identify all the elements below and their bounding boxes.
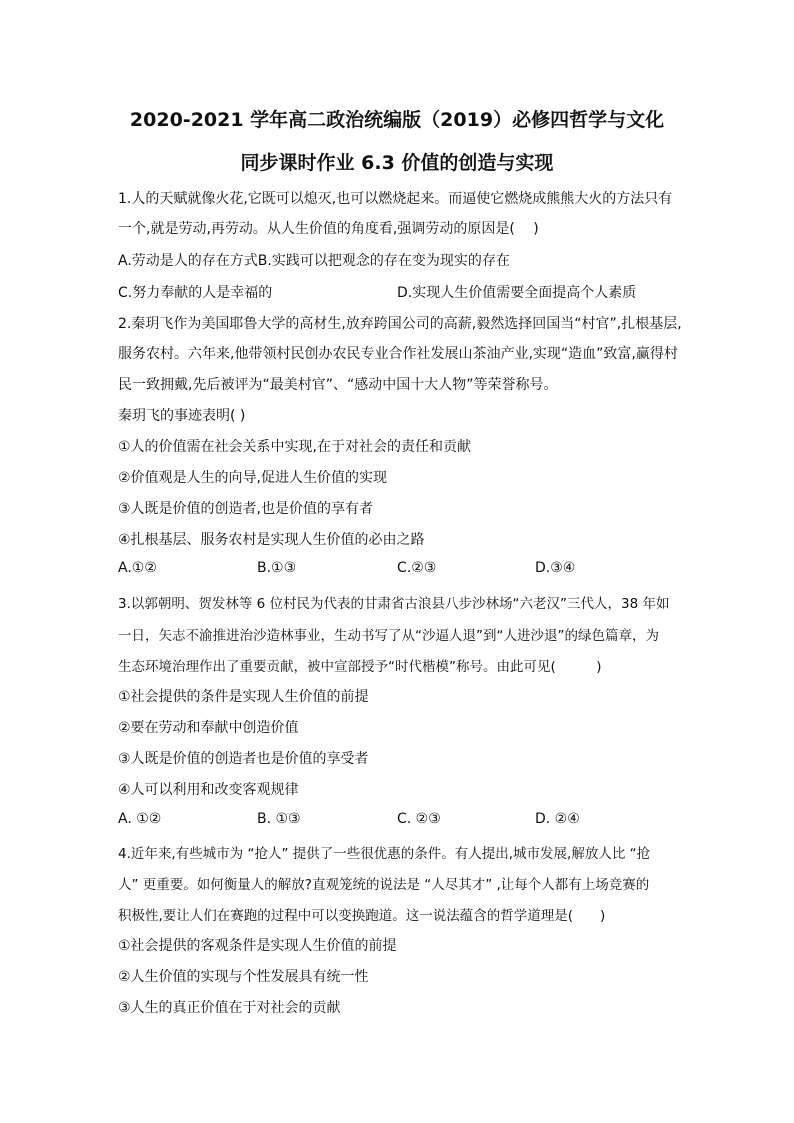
document-title: 2020-2021 学年高二政治统编版（2019）必修四哲学与文化	[129, 109, 665, 131]
q2-option-c: C.②③	[397, 560, 437, 576]
q2-statement-3: ③人既是价值的创造者,也是价值的享有者	[118, 501, 373, 517]
q1-option-d: D.实现人生价值需要全面提高个人素质	[397, 285, 637, 301]
q1-option-c: C.努力奉献的人是幸福的	[118, 285, 273, 301]
q3-statement-3: ③人既是价值的创造者也是价值的享受者	[118, 751, 369, 767]
q3-statement-1: ①社会提供的条件是实现人生价值的前提	[118, 689, 369, 705]
q3-stem-line-1: 3.以郭朝明、贺发林等 6 位村民为代表的甘肃省古浪县八步沙林场“六老汉”三代人，38 年如	[118, 596, 670, 612]
q3-option-a: A. ①②	[118, 811, 162, 827]
q3-stem-line-2: 一日，矢志不渝推进治沙造林事业，生动书写了从“沙逼人退”到“人进沙退”的绿色篇章，为	[118, 628, 659, 644]
q2-option-a: A.①②	[118, 560, 157, 576]
q4-statement-2: ②人生价值的实现与个性发展具有统一性	[118, 969, 369, 985]
q3-statement-4: ④人可以利用和改变客观规律	[118, 782, 299, 798]
q2-stem-line-2: 服务农村。六年来,他带领村民创办农民专业合作社发展山茶油产业,实现“造血”致富,赢得村	[118, 346, 678, 362]
q3-stem-line-3: 生态环境治理作出了重要贡献，被中宣部授予“时代楷模”称号。由此可见( )	[118, 659, 602, 675]
q4-stem-line-3: 积极性,要让人们在赛跑的过程中可以变换跑道。这一说法蕴含的哲学道理是( )	[118, 908, 606, 924]
q3-option-c: C. ②③	[397, 811, 441, 827]
q2-question: 秦玥飞的事迹表明( )	[118, 408, 246, 424]
document-subtitle: 同步课时作业 6.3 价值的创造与实现	[240, 152, 554, 174]
q4-stem-line-2: 人” 更重要。如何衡量人的解放?直观笼统的说法是 “人尽其才” ,让每个人都有上场竞赛的	[118, 877, 650, 893]
q4-statement-1: ①社会提供的客观条件是实现人生价值的前提	[118, 938, 397, 954]
q3-statement-2: ②要在劳动和奉献中创造价值	[118, 720, 299, 736]
q2-stem-line-3: 民一致拥戴,先后被评为“最美村官”、“感动中国十大人物”等荣誉称号。	[118, 377, 558, 393]
q2-statement-1: ①人的价值需在社会关系中实现,在于对社会的责任和贡献	[118, 439, 471, 455]
q4-stem-line-1: 4.近年来,有些城市为 “抢人” 提供了一些很优惠的条件。有人提出,城市发展,解放人比 “抢	[118, 846, 651, 862]
q2-statement-4: ④扎根基层、服务农村是实现人生价值的必由之路	[118, 532, 425, 548]
q3-option-b: B. ①③	[257, 811, 301, 827]
q2-option-d: D.③④	[535, 560, 576, 576]
q1-stem-line-1: 1.人的天赋就像火花,它既可以熄灭,也可以燃烧起来。而逼使它燃烧成熊熊大火的方法只有	[118, 191, 673, 207]
q2-stem-line-1: 2.秦玥飞作为美国耶鲁大学的高材生,放弃跨国公司的高薪,毅然选择回国当“村官”,扎根基层,	[118, 316, 682, 332]
q1-option-ab: A.劳动是人的存在方式B.实践可以把观念的存在变为现实的存在	[118, 253, 510, 269]
q2-statement-2: ②价值观是人生的向导,促进人生价值的实现	[118, 470, 387, 486]
q2-option-b: B.①③	[257, 560, 297, 576]
q1-stem-line-2: 一个,就是劳动,再劳动。从人生价值的角度看,强调劳动的原因是( )	[118, 221, 539, 237]
q3-option-d: D. ②④	[535, 811, 580, 827]
q4-statement-3: ③人生的真正价值在于对社会的贡献	[118, 1000, 341, 1016]
